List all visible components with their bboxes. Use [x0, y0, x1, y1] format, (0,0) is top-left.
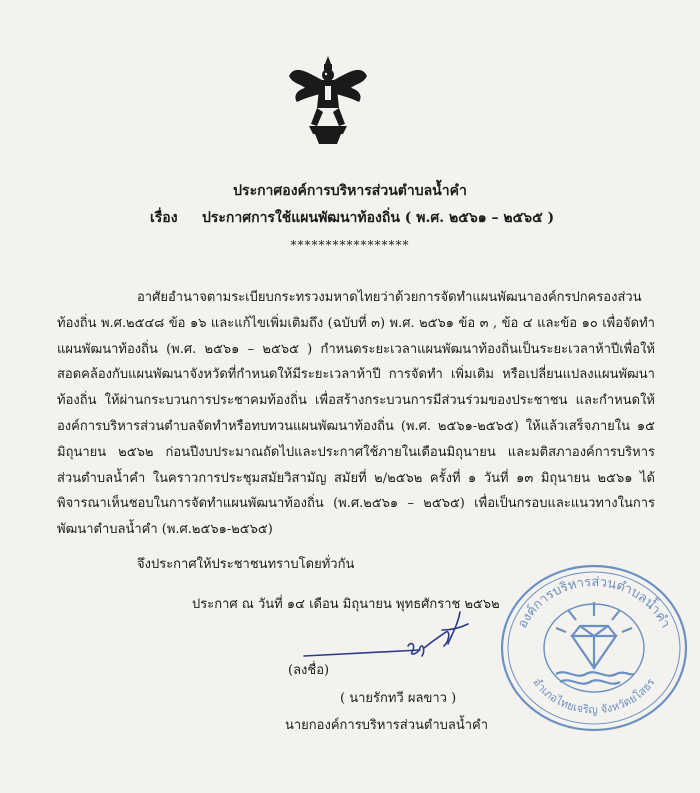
- document-title: ประกาศองค์การบริหารส่วนตำบลน้ำคำ: [233, 183, 467, 199]
- handwritten-signature: [300, 600, 500, 670]
- signature-label: (ลงชื่อ): [288, 663, 330, 678]
- signer-position: นายกองค์การบริหารส่วนตำบลน้ำคำ: [285, 718, 489, 733]
- subject-label: เรื่อง: [150, 210, 178, 226]
- announcement-date: ประกาศ ณ วันที่ ๑๔ เดือน มิถุนายน พุทธศักราช ๒๕๖๒: [192, 597, 500, 612]
- garuda-emblem-icon: [287, 54, 369, 146]
- official-seal-stamp: [498, 562, 690, 734]
- signer-name: ( นายรักทวี ผลขาว ): [340, 691, 457, 706]
- document-subject: [150, 207, 570, 229]
- seal-top-text: องค์การบริหารส่วนตำบลน้ำคำ: [515, 574, 673, 631]
- title-separator: *****************: [290, 238, 410, 252]
- body-paragraph: อาศัยอำนาจตามระเบียบกระทรวงมหาดไทยว่าด้วยการจัดทำแผนพัฒนาองค์กรปกครองส่วนท้องถิ่น พ.ศ.๒๕๔๘ ข้อ ๑๖ และแก้ไขเพิ่มเติมถึง (ฉบับที่ ๓) พ.ศ. ๒๕๖๑ ข้อ ๓ , ข้อ ๔ และข้อ ๑๐ เพื่อจัดทำแผนพัฒนาท้องถิ่น (พ.ศ. ๒๕๖๑ – ๒๕๖๕ ) กำหนดระยะเวลาแผนพัฒนาท้องถิ่นเป็นระยะเวลาห้าปีเพื่อให้สอดคล้องกับแผนพัฒนาจังหวัดที่กำหนดให้มีระยะเวลาห้าปี การจัดทำ เพิ่มเติม หรือเปลี่ยนแปลงแผนพัฒนาท้องถิ่น ให้ผ่านกระบวนการประชาคมท้องถิ่น เพื่อสร้างกระบวนการมีส่วนร่วมของประชาชน และกำหนดให้องค์การบริหารส่วนตำบลจัดทำหรือทบทวนแผนพัฒนาท้องถิ่น (พ.ศ. ๒๕๖๑-๒๕๖๕) ให้แล้วเสร็จภายใน ๑๕ มิถุนายน ๒๕๖๒ ก่อนปีงบประมาณถัดไปและประกาศใช้ภายในเดือนมิถุนายน และมติสภาองค์การบริหารส่วนตำบลน้ำคำ ในคราวการประชุมสมัยวิสามัญ สมัยที่ ๒/๒๕๖๒ ครั้งที่ ๑ วันที่ ๑๓ มิถุนายน ๒๕๖๑ ได้พิจารณาเห็นชอบในการจัดทำแผนพัฒนาท้องถิ่น (พ.ศ.๒๕๖๑ – ๒๕๖๕) เพื่อเป็นกรอบและแนวทางในการพัฒนาตำบลน้ำคำ (พ.ศ.๒๕๖๑-๒๕๖๕): [57, 290, 655, 538]
- subject-text: ประกาศการใช้แผนพัฒนาท้องถิ่น ( พ.ศ. ๒๕๖๑ – ๒๕๖๕ ): [201, 210, 555, 226]
- seal-bottom-text: อำเภอไทยเจริญ จังหวัดยโสธร: [530, 675, 658, 717]
- announcement-line: จึงประกาศให้ประชาชนทราบโดยทั่วกัน: [137, 557, 355, 572]
